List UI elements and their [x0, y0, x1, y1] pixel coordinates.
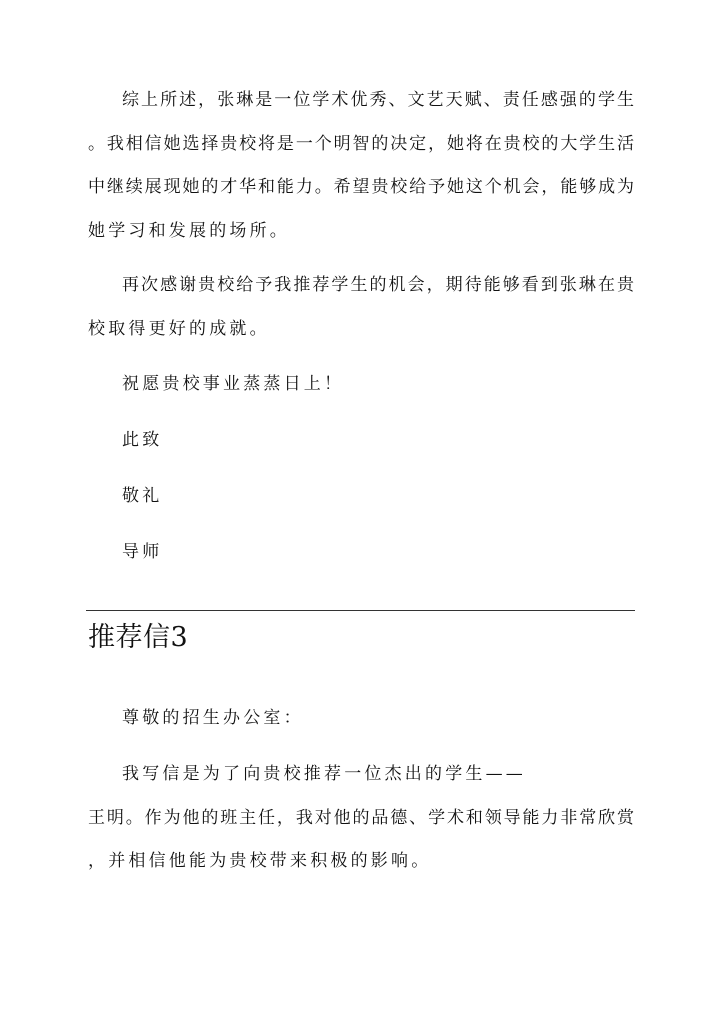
paragraph-line: 再次感谢贵校给予我推荐学生的机会，期待能够看到张琳在贵 — [122, 275, 634, 295]
paragraph-line: 综上所述，张琳是一位学术优秀、文艺天赋、责任感强的学生 — [122, 90, 634, 110]
paragraph-line: 中继续展现她的才华和能力。希望贵校给予她这个机会，能够成为 — [88, 177, 634, 197]
paragraph-line: 王明。作为他的班主任，我对他的品德、学术和领导能力非常欣赏 — [88, 808, 634, 828]
section-title: 推荐信3 — [88, 622, 189, 653]
closing-line: 此致 — [122, 430, 163, 450]
paragraph-line: 我写信是为了向贵校推荐一位杰出的学生—— — [122, 764, 526, 784]
signature-line: 导师 — [122, 542, 163, 562]
salutation-line: 尊敬的招生办公室： — [122, 708, 304, 728]
paragraph-line: 她学习和发展的场所。 — [88, 221, 290, 241]
paragraph-line: 校取得更好的成就。 — [88, 319, 270, 339]
paragraph-line: ，并相信他能为贵校带来积极的影响。 — [88, 851, 432, 871]
paragraph-line: 。我相信她选择贵校将是一个明智的决定，她将在贵校的大学生活 — [88, 134, 634, 154]
closing-line: 敬礼 — [122, 486, 163, 506]
wish-line: 祝愿贵校事业蒸蒸日上！ — [122, 374, 345, 394]
section-divider — [86, 610, 635, 611]
